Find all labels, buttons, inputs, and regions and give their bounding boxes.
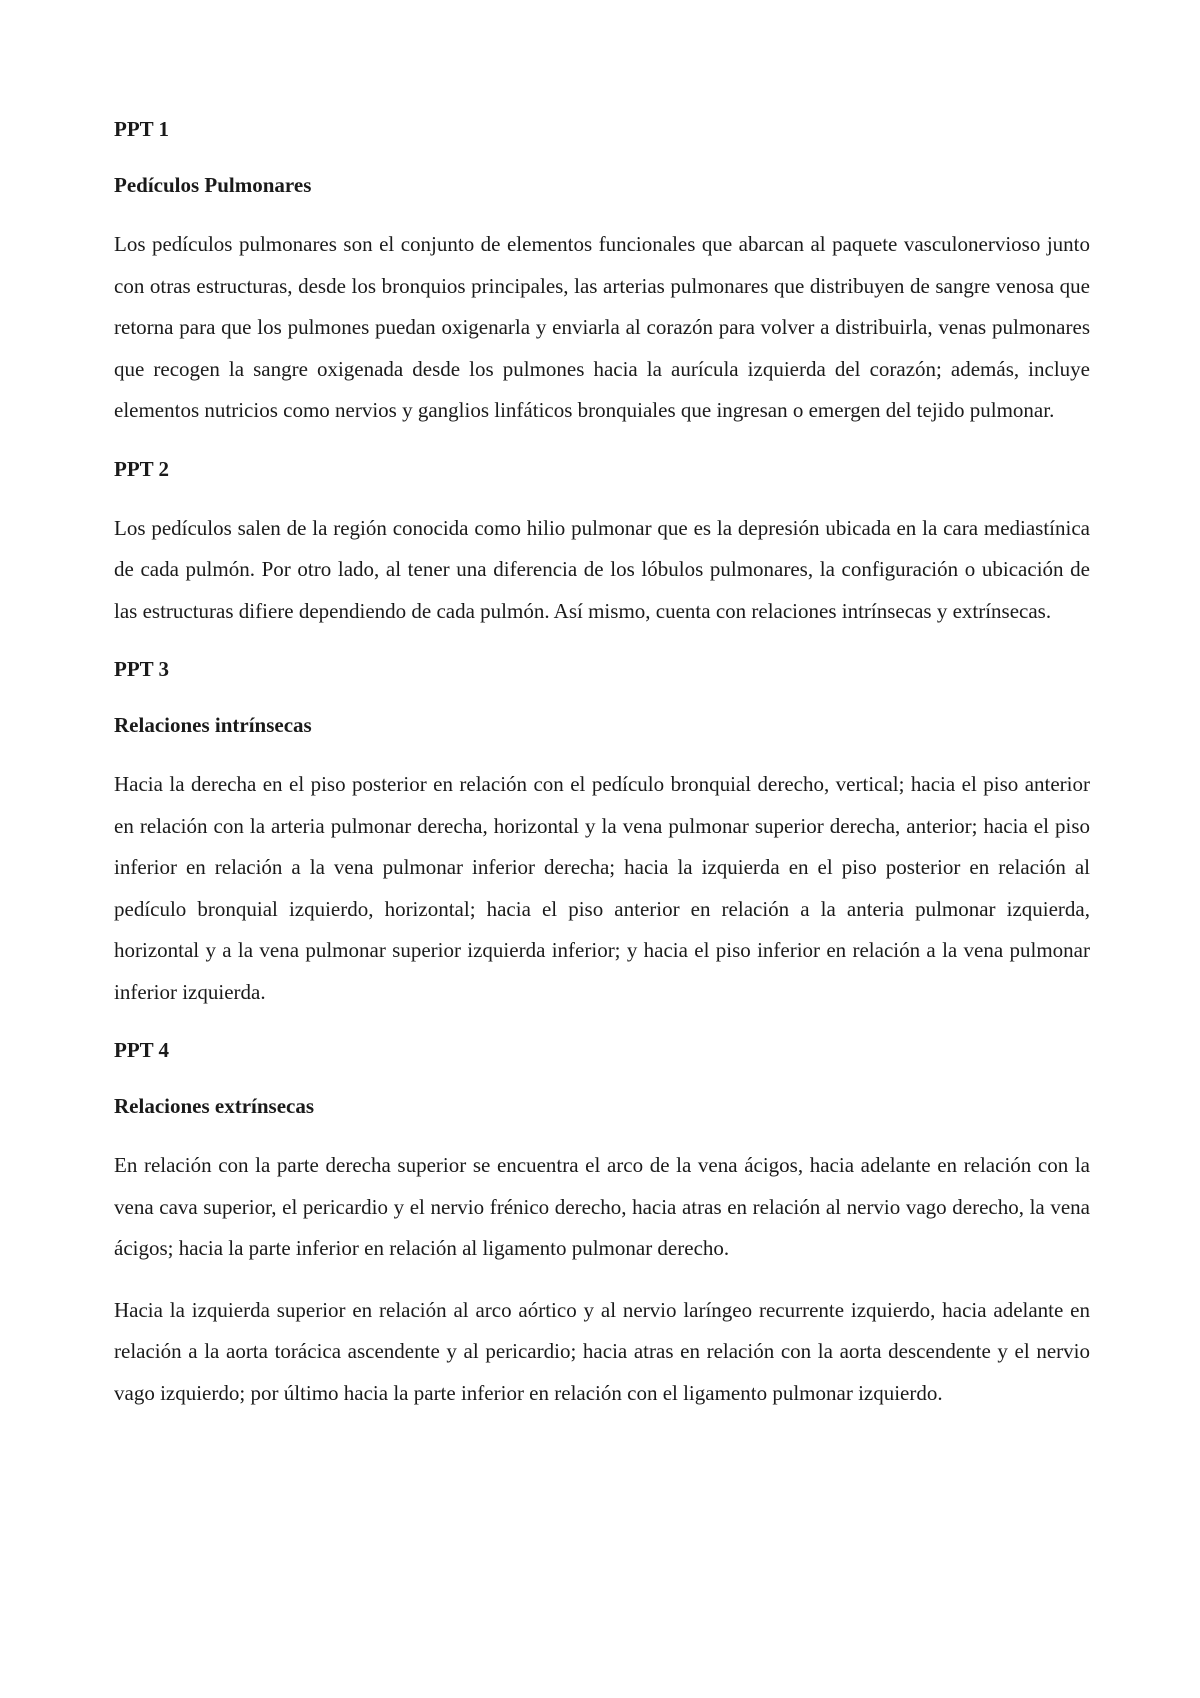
ppt1-label: PPT 1 — [114, 117, 170, 141]
ppt1-paragraph: Los pedículos pulmonares son el conjunto de elementos funcionales que abarcan al paquete vasculonervioso junto con otras estructuras, desde los bronquios principales, las arterias pulmonares que distribuyen de sangre venosa que retorna para que los pulmones puedan oxigenarla y enviarla al corazón para volver a distribuirla, venas pulmonares que recogen la sangre oxigenada desde los pulmones hacia la aurícula izquierda del corazón; además, incluye elementos nutricios como nervios y ganglios linfáticos bronquiales que ingresan o emergen del tejido pulmonar. — [114, 232, 1090, 422]
document-body — [114, 112, 1090, 1414]
ppt4-label: PPT 4 — [114, 1038, 170, 1062]
ppt2-paragraph: Los pedículos salen de la región conocida como hilio pulmonar que es la depresión ubicada en la cara mediastínica de cada pulmón. Por otro lado, al tener una diferencia de los lóbulos pulmonares, la configuración o ubicación de las estructuras difiere dependiendo de cada pulmón. Así mismo, cuenta con relaciones intrínsecas y extrínsecas. — [114, 515, 1090, 623]
ppt4-title: Relaciones extrínsecas — [114, 1094, 315, 1118]
ppt1-title: Pedículos Pulmonares — [114, 173, 312, 197]
ppt3-title: Relaciones intrínsecas — [114, 713, 312, 737]
ppt4-paragraph-2: Hacia la izquierda superior en relación al arco aórtico y al nervio laríngeo recurrente izquierdo, hacia adelante en relación a la aorta torácica ascendente y al pericardio; hacia atras en relación con la aorta descendente y el nervio vago izquierdo; por último hacia la parte inferior en relación con el ligamento pulmonar izquierdo. — [114, 1297, 1090, 1405]
ppt3-label: PPT 3 — [114, 657, 170, 681]
ppt2-label: PPT 2 — [114, 456, 170, 481]
ppt3-paragraph: Hacia la derecha en el piso posterior en relación con el pedículo bronquial derecho, vertical; hacia el piso anterior en relación con la arteria pulmonar derecha, horizontal y la vena pulmonar superior derecha, anterior; hacia el piso inferior en relación a la vena pulmonar inferior derecha; hacia la izquierda en el piso posterior en relación al pedículo bronquial izquierdo, horizontal; hacia el piso anterior en relación a la anteria pulmonar izquierda, horizontal y a la vena pulmonar superior izquierda inferior; y hacia el piso inferior en relación a la vena pulmonar inferior izquierda. — [114, 772, 1090, 1004]
ppt4-paragraph-1: En relación con la parte derecha superior se encuentra el arco de la vena ácigos, hacia adelante en relación con la vena cava superior, el pericardio y el nervio frénico derecho, hacia atras en relación al nervio vago derecho, la vena ácigos; hacia la parte inferior en relación al ligamento pulmonar derecho. — [114, 1153, 1090, 1260]
